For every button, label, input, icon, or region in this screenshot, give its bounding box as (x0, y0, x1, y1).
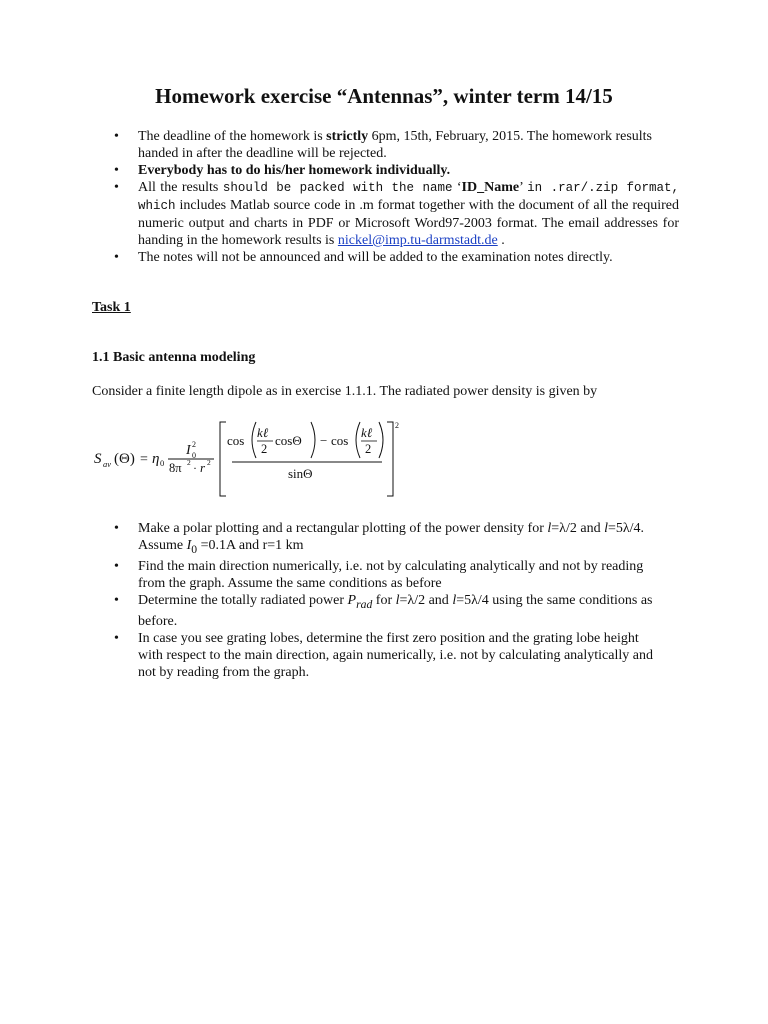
task-heading: Task 1 (92, 300, 131, 315)
bullet-icon: • (114, 163, 119, 178)
formula-wavenumber-1: kℓ (257, 425, 269, 440)
list-item: • Determine the totally radiated power $P_{rad}$ for l=λ/2 and l=5λ/4 using the same conditions as before. (114, 592, 653, 629)
bullet-icon: • (114, 592, 119, 608)
formula-paren-close-1 (311, 422, 315, 458)
formula-two-2: 2 (365, 442, 372, 456)
formula-current: I (186, 443, 191, 458)
formula-denominator: 8π (169, 461, 182, 475)
formula-multiplication-dot: · (193, 461, 197, 475)
list-item: • The deadline of the homework is strictly 6pm, 15th, February, 2015. The homework results handed in after the deadline will be rejected. (114, 129, 653, 161)
formula-cos-1: cos (227, 433, 245, 448)
list-item: • The notes will not be announced and will be added to the examination notes directly. (114, 250, 613, 265)
formula-cos-2: cos (331, 433, 349, 448)
formula-cos-theta: cosΘ (275, 433, 302, 448)
section-heading: 1.1 Basic antenna modeling (92, 350, 256, 365)
bullet-icon: • (114, 558, 119, 574)
formula-symbol-s: S (94, 451, 102, 467)
rules-list (92, 128, 679, 266)
list-item: • Make a polar plotting and a rectangular plotting of the power density for l=λ/2 and l=5λ/4. Assume $I_0 =0.1A$ and r=1 km (114, 521, 645, 556)
formula-right-bracket (387, 422, 393, 496)
formula-minus: − (320, 433, 328, 448)
page-title: Homework exercise “Antennas”, winter term 14/15 (155, 84, 613, 108)
power-density-formula (86, 412, 416, 504)
list-item: • All the results should be packed with the name ‘ID_Name’ in .rar/.zip format, which includes Matlab source code in .m format together with the document of all the required numeric output and charts in PDF or Microsoft Word97-2003 format. The email addresses for handing in the homework results is nickel@imp.tu-darmstadt.de . (114, 180, 680, 248)
formula-sin-theta: sinΘ (288, 466, 313, 481)
list-item: • In case you see grating lobes, determine the first zero position and the grating lobe height with respect to the main direction, again numerically, i.e. not by calculating analytically and not by reading from the graph. (114, 630, 653, 680)
formula-two-1: 2 (261, 442, 268, 456)
formula-current-superscript: 2 (192, 440, 196, 449)
formula-paren-close-2 (379, 422, 383, 458)
intro-paragraph: Consider a finite length dipole as in exercise 1.1.1. The radiated power density is given by (92, 384, 598, 399)
formula-subscript-av: av (103, 459, 112, 469)
formula-eta: η (152, 451, 160, 467)
formula-left-bracket (220, 422, 226, 496)
bullet-icon: • (114, 250, 119, 265)
formula-paren-open-2 (356, 422, 360, 458)
formula-eta-subscript: 0 (160, 458, 165, 468)
formula-arg-theta: (Θ) (114, 451, 135, 467)
list-item: • Everybody has to do his/her homework individually. (114, 163, 451, 178)
formula-current-subscript: 0 (192, 451, 196, 460)
bullet-icon: • (114, 630, 119, 646)
formula-radius-superscript: 2 (207, 458, 211, 467)
email-link[interactable]: nickel@imp.tu-darmstadt.de (337, 233, 498, 248)
bullet-icon: • (114, 180, 119, 195)
task-list (92, 520, 662, 681)
formula-denominator-superscript: 2 (187, 458, 191, 467)
list-item: • Find the main direction numerically, i.e. not by calculating analytically and not by reading from the graph. Assume the same conditions as before (114, 558, 644, 591)
formula-outer-superscript: 2 (395, 421, 399, 430)
formula-paren-open-1 (252, 422, 256, 458)
formula-radius: r (200, 460, 206, 475)
bullet-icon: • (114, 129, 119, 144)
formula-equals: = (140, 452, 148, 467)
formula-wavenumber-2: kℓ (361, 425, 373, 440)
bullet-icon: • (114, 521, 119, 536)
